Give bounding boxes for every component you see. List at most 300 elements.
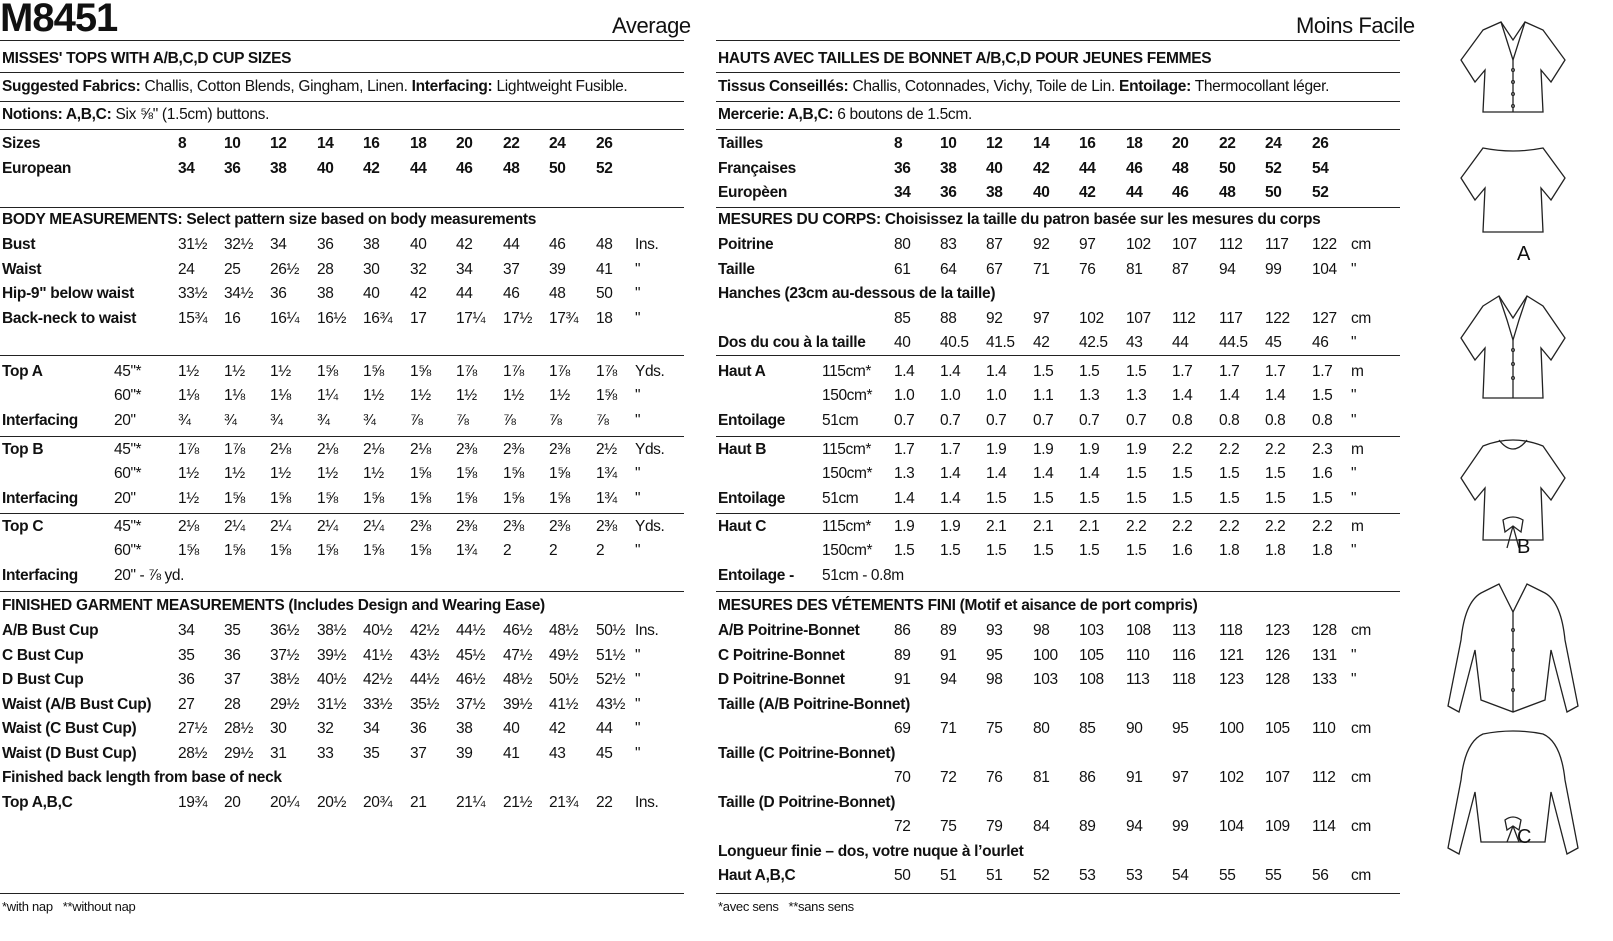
finished-measurements-header: MESURES DES VÉTEMENTS FINI (Motif et aisance de port compris) — [718, 597, 1198, 614]
body-row-value: 46 — [1312, 334, 1329, 352]
body-measurements-header: MESURES DU CORPS: Choisissez la taille du patron basée sur les mesures du corps — [718, 211, 1321, 228]
fabric-width: 51cm — [822, 411, 859, 429]
size-row-value: 10 — [224, 135, 241, 152]
yardage-value: 1.4 — [986, 465, 1007, 483]
body-row-value: 42.5 — [1079, 334, 1108, 352]
body-row-value: 97 — [1033, 309, 1050, 327]
rule — [716, 129, 1400, 130]
yardage-value: 1.9 — [1079, 441, 1100, 458]
fabric-label: Tissus Conseillés: — [718, 78, 849, 95]
fabric-width: 60"* — [114, 465, 142, 483]
body-row-value: 37 — [503, 260, 520, 278]
finished-row-value: 91 — [894, 671, 911, 688]
yardage-value: 2.2 — [1126, 518, 1147, 535]
yardage-value: 2⅛ — [317, 441, 338, 458]
fabric-label: Entoilage: — [1119, 78, 1191, 95]
finished-row-value: 70 — [894, 769, 911, 786]
yardage-value: 1.9 — [894, 518, 915, 535]
yardage-value: ¾ — [224, 411, 237, 429]
yardage-value: 1½ — [270, 465, 291, 483]
size-row-value: 44 — [1126, 184, 1143, 201]
finished-row-value: 28½ — [224, 720, 253, 737]
yardage-value: 1.4 — [1219, 387, 1240, 405]
fabric-width: 150cm* — [822, 387, 873, 405]
body-row-label: Taille — [718, 260, 755, 278]
body-row-value: 40.5 — [940, 334, 969, 352]
finished-row-unit: cm — [1351, 818, 1371, 835]
finished-row-label: A/B Poitrine-Bonnet — [718, 622, 860, 639]
size-row-value: 46 — [1172, 184, 1189, 201]
finished-row-value: 128 — [1265, 671, 1290, 688]
finished-row-value: 48½ — [503, 671, 532, 688]
body-row-value: 92 — [1033, 236, 1050, 253]
finished-row-value: 46½ — [503, 622, 532, 639]
body-row-unit: Ins. — [635, 236, 659, 253]
size-row-value: 24 — [1265, 135, 1282, 152]
yardage-unit: " — [1351, 542, 1357, 560]
yardage-value: 1⅛ — [224, 387, 245, 405]
body-row-value: 39 — [549, 260, 566, 278]
size-row-value: 34 — [178, 159, 195, 177]
body-row-value: 42 — [456, 236, 473, 253]
yardage-value: ¾ — [317, 411, 330, 429]
yardage-value: 1½ — [224, 363, 245, 380]
back-length-row-label: Haut A,B,C — [718, 867, 796, 884]
size-row-value: 12 — [986, 135, 1003, 152]
yardage-value: 1⅛ — [270, 387, 291, 405]
yardage-value: 1⅝ — [363, 363, 384, 380]
finished-row-value: 31 — [270, 744, 287, 762]
size-row-value: 20 — [456, 135, 473, 152]
size-row-value: 38 — [986, 184, 1003, 201]
finished-row-value: 102 — [1219, 769, 1244, 786]
back-length-row-value: 50 — [894, 867, 911, 884]
section-title: MISSES' TOPS WITH A/B,C,D CUP SIZES — [2, 50, 292, 67]
yardage-value: 1.5 — [1126, 489, 1147, 507]
pattern-number: M8451 — [0, 0, 118, 40]
yardage-value: 1.5 — [1126, 465, 1147, 483]
yardage-value: 1.3 — [1079, 387, 1100, 405]
body-row-value: 48 — [596, 236, 613, 253]
finished-row-value: 128 — [1312, 622, 1337, 639]
yardage-value: 2.2 — [1219, 518, 1240, 535]
suggested-fabrics-line — [718, 78, 1329, 96]
yardage-value: 1½ — [456, 387, 477, 405]
body-row-value: 45 — [1265, 334, 1282, 352]
body-row-value: 42 — [1033, 334, 1050, 352]
yardage-value: 1½ — [270, 363, 291, 380]
body-row-unit: " — [635, 309, 641, 327]
finished-row-value: 94 — [1126, 818, 1143, 835]
finished-row-unit: " — [635, 646, 641, 664]
body-measurements-header: BODY MEASUREMENTS: Select pattern size based on body measurements — [2, 211, 537, 228]
finished-row-value: 108 — [1079, 671, 1104, 688]
finished-row-value: 94 — [940, 671, 957, 688]
size-row-value: 16 — [363, 135, 380, 152]
yardage-value: 1⅝ — [549, 489, 570, 507]
body-row-value: 17¾ — [549, 309, 578, 327]
finished-row-label: A/B Bust Cup — [2, 622, 99, 639]
yardage-value: 1½ — [178, 363, 199, 380]
finished-row-value: 39 — [456, 744, 473, 762]
finished-row-unit: cm — [1351, 622, 1371, 639]
body-row-value: 122 — [1265, 309, 1290, 327]
finished-row-value: 86 — [1079, 769, 1096, 786]
fabric-text: Lightweight Fusible. — [496, 78, 628, 95]
yardage-value: 2.2 — [1265, 518, 1286, 535]
rule — [716, 436, 1400, 437]
yardage-value: 2¼ — [317, 518, 338, 535]
fabric-width: 45"* — [114, 441, 142, 458]
body-row-value: 102 — [1079, 309, 1104, 327]
back-length-row-value: 56 — [1312, 867, 1329, 884]
fabric-text: Challis, Cotton Blends, Gingham, Linen. — [144, 78, 408, 95]
finished-row-value: 72 — [894, 818, 911, 835]
yardage-label: Haut C — [718, 518, 767, 535]
body-row-value: 38 — [363, 236, 380, 253]
finished-row-value: 49½ — [549, 646, 578, 664]
finished-row-value: 40½ — [363, 622, 392, 639]
body-row-value: 25 — [224, 260, 241, 278]
finished-row-value: 85 — [1079, 720, 1096, 737]
finished-row-value: 30 — [270, 720, 287, 737]
size-row-label: Tailles — [718, 135, 763, 152]
yardage-value: ⅞ — [596, 411, 609, 429]
notions-label: Mercerie: A,B,C: — [718, 106, 834, 123]
size-row-value: 52 — [1312, 184, 1329, 201]
body-row-value: 42 — [410, 285, 427, 303]
finished-row-value: 75 — [940, 818, 957, 835]
view-a-caption: A — [1517, 243, 1531, 265]
difficulty-level-fr: Moins Facile — [1296, 13, 1415, 38]
body-row-unit: " — [1351, 260, 1357, 278]
yardage-value: 1.3 — [1126, 387, 1147, 405]
body-row-value: 36 — [317, 236, 334, 253]
yardage-value: ⅞ — [410, 411, 423, 429]
yardage-value: 1⅝ — [503, 489, 524, 507]
body-row-value: 50 — [596, 285, 613, 303]
body-row-label: Waist — [2, 260, 42, 278]
fabric-label: Interfacing: — [411, 78, 493, 95]
finished-row-value: 133 — [1312, 671, 1337, 688]
size-row-value: 36 — [894, 159, 911, 177]
body-row-value: 44 — [456, 285, 473, 303]
yardage-value: 0.7 — [1079, 411, 1100, 429]
body-row-value: 107 — [1172, 236, 1197, 253]
yardage-value: ⅞ — [549, 411, 562, 429]
body-row-value: 31½ — [178, 236, 207, 253]
body-row-value: 80 — [894, 236, 911, 253]
fabric-width: 20" - ⅞ yd. — [114, 566, 185, 584]
fabric-width: 150cm* — [822, 465, 873, 483]
body-row-unit: " — [635, 285, 641, 303]
body-row-value: 17½ — [503, 309, 532, 327]
size-row-label: Europèen — [718, 184, 788, 201]
body-row-value: 46 — [549, 236, 566, 253]
yardage-value: 2¼ — [270, 518, 291, 535]
yardage-value: 1.5 — [986, 542, 1007, 560]
finished-row-value: 50½ — [549, 671, 578, 688]
yardage-value: 2¼ — [224, 518, 245, 535]
view-a-front-drawing — [1461, 22, 1565, 112]
finished-row-value: 118 — [1172, 671, 1196, 688]
finished-row-value: 71 — [940, 720, 957, 737]
yardage-value: 2⅜ — [549, 518, 570, 535]
size-row-value: 8 — [894, 135, 903, 152]
finished-row-value: 75 — [986, 720, 1003, 737]
finished-row-value: 28½ — [178, 744, 207, 762]
suggested-fabrics-line — [2, 78, 627, 96]
finished-row-value: 41½ — [549, 695, 578, 713]
yardage-value: 1⅝ — [410, 363, 431, 380]
yardage-value: 0.7 — [1126, 411, 1147, 429]
size-row-label: Sizes — [2, 135, 41, 152]
yardage-value: 1.7 — [1219, 363, 1240, 380]
finished-row-value: 126 — [1265, 646, 1290, 664]
yardage-value: 1.3 — [894, 465, 915, 483]
finished-row-value: 42½ — [363, 671, 392, 688]
finished-row-value: 35 — [363, 744, 380, 762]
yardage-label: Interfacing — [2, 566, 78, 584]
body-row-value: 33½ — [178, 285, 207, 303]
size-row-value: 24 — [549, 135, 566, 152]
back-length-header: Finished back length from base of neck — [2, 769, 282, 786]
footnote: *avec sens **sans sens — [718, 899, 854, 914]
yardage-value: 1.9 — [1126, 441, 1147, 458]
back-length-row-unit: Ins. — [635, 793, 659, 811]
yardage-value: 1⅝ — [456, 465, 477, 483]
yardage-value: 2⅜ — [503, 441, 524, 458]
size-row-value: 34 — [894, 184, 911, 201]
finished-row-value: 72 — [940, 769, 957, 786]
body-row-value: 88 — [940, 309, 957, 327]
view-c-caption: C — [1517, 826, 1532, 848]
yardage-unit: Yds. — [635, 441, 665, 458]
back-length-row-value: 21 — [410, 793, 427, 811]
yardage-value: 0.7 — [894, 411, 915, 429]
body-row-value: 34½ — [224, 285, 253, 303]
yardage-value: 1½ — [363, 387, 384, 405]
yardage-value: 1⅝ — [224, 489, 245, 507]
rule — [716, 591, 1400, 592]
yardage-value: 2.1 — [1079, 518, 1100, 535]
finished-row-value: 34 — [178, 622, 195, 639]
finished-row-unit: " — [1351, 646, 1357, 664]
yardage-value: 1⅝ — [410, 542, 431, 560]
finished-row-value: 76 — [986, 769, 1003, 786]
fabric-width: 60"* — [114, 542, 142, 560]
finished-row-value: 40 — [503, 720, 520, 737]
yardage-value: 1⅝ — [270, 489, 291, 507]
body-row-value: 16 — [224, 309, 241, 327]
yardage-value: 2⅛ — [270, 441, 291, 458]
back-length-row-value: 55 — [1265, 867, 1282, 884]
finished-row-value: 38½ — [317, 622, 346, 639]
fabric-text: Challis, Cotonnades, Vichy, Toile de Lin. — [852, 78, 1116, 95]
size-row-value: 48 — [1172, 159, 1189, 177]
back-length-row-value: 22 — [596, 793, 613, 811]
view-b-front-drawing — [1461, 296, 1565, 398]
finished-row-value: 38½ — [270, 671, 299, 688]
yardage-value: 2.2 — [1312, 518, 1333, 535]
yardage-value: 1⅛ — [178, 387, 199, 405]
body-row-value: 15¾ — [178, 309, 207, 327]
size-row-value: 54 — [1312, 159, 1329, 177]
finished-row-value: 52½ — [596, 671, 625, 688]
finished-row-unit: Ins. — [635, 622, 659, 639]
yardage-label: Interfacing — [2, 489, 78, 507]
finished-row-value: 42 — [549, 720, 566, 737]
finished-row-value: 45½ — [456, 646, 485, 664]
finished-row-value: 89 — [1079, 818, 1096, 835]
body-row-value: 40 — [410, 236, 427, 253]
finished-row-value: 123 — [1219, 671, 1244, 688]
body-row-value: 64 — [940, 260, 957, 278]
finished-row-value: 39½ — [317, 646, 346, 664]
body-row-value: 32 — [410, 260, 427, 278]
finished-row-value: 29½ — [270, 695, 299, 713]
rule — [716, 72, 1400, 73]
yardage-value: 1.4 — [1079, 465, 1100, 483]
finished-row-value: 48½ — [549, 622, 578, 639]
yardage-value: 2½ — [596, 441, 617, 458]
notions-line — [718, 106, 972, 124]
body-row-value: 99 — [1265, 260, 1282, 278]
finished-row-value: 29½ — [224, 744, 253, 762]
yardage-value: 0.7 — [986, 411, 1007, 429]
body-row-value: 30 — [363, 260, 380, 278]
yardage-value: 1½ — [503, 387, 524, 405]
finished-row-value: 131 — [1312, 646, 1337, 664]
finished-row-value: 109 — [1265, 818, 1290, 835]
notions-text: Six ⅝" (1.5cm) buttons. — [115, 106, 270, 123]
size-row-value: 42 — [363, 159, 380, 177]
yardage-value: 1.0 — [986, 387, 1007, 405]
fabric-width: 51cm — [822, 489, 859, 507]
size-row-value: 40 — [317, 159, 334, 177]
yardage-value: 2.1 — [1033, 518, 1054, 535]
footnote: *with nap **without nap — [2, 899, 136, 914]
view-c-front-drawing — [1448, 584, 1578, 712]
finished-row-value: 43½ — [410, 646, 439, 664]
back-length-row-value: 20¼ — [270, 793, 299, 811]
yardage-value: 2.3 — [1312, 441, 1333, 458]
finished-row-value: 37½ — [456, 695, 485, 713]
yardage-value: 1⅞ — [224, 441, 245, 458]
fabric-width: 150cm* — [822, 542, 873, 560]
back-length-row-value: 21¾ — [549, 793, 578, 811]
body-row-value: 43 — [1126, 334, 1143, 352]
yardage-value: 2⅛ — [178, 518, 199, 535]
body-row-value: 85 — [894, 309, 911, 327]
body-row-label: Dos du cou à la taille — [718, 334, 866, 352]
finished-row-value: 98 — [986, 671, 1003, 688]
finished-row-unit: cm — [1351, 720, 1371, 737]
size-row-value: 26 — [1312, 135, 1329, 152]
size-row-value: 18 — [1126, 135, 1143, 152]
finished-row-value: 107 — [1265, 769, 1290, 786]
body-row-value: 48 — [549, 285, 566, 303]
rule — [716, 207, 1400, 208]
yardage-value: ⅞ — [456, 411, 469, 429]
finished-row-value: 50½ — [596, 622, 625, 639]
body-row-value: 94 — [1219, 260, 1236, 278]
yardage-label: Haut A — [718, 363, 766, 380]
finished-row-value: 79 — [986, 818, 1003, 835]
rule — [716, 513, 1400, 514]
size-row-value: 26 — [596, 135, 613, 152]
finished-row-value: 95 — [986, 646, 1003, 664]
yardage-value: 1⅝ — [456, 489, 477, 507]
size-row-value: 14 — [1033, 135, 1050, 152]
finished-row-label: Waist (D Bust Cup) — [2, 744, 137, 762]
yardage-value: 1¾ — [596, 489, 617, 507]
yardage-value: 1⅞ — [456, 363, 477, 380]
body-row-value: 26½ — [270, 260, 299, 278]
yardage-label: Top A — [2, 363, 43, 380]
size-row-value: 38 — [270, 159, 287, 177]
yardage-value: 1.5 — [1172, 489, 1193, 507]
yardage-value: 2⅜ — [596, 518, 617, 535]
fabric-width: 45"* — [114, 518, 142, 535]
finished-row-value: 44½ — [410, 671, 439, 688]
size-row-value: 38 — [940, 159, 957, 177]
size-row-value: 42 — [1033, 159, 1050, 177]
yardage-value: ¾ — [178, 411, 191, 429]
yardage-value: 2⅛ — [410, 441, 431, 458]
yardage-value: 1.6 — [1172, 542, 1193, 560]
rule — [0, 129, 684, 130]
yardage-value: 1½ — [178, 489, 199, 507]
yardage-value: 1.5 — [1172, 465, 1193, 483]
finished-row-label: D Poitrine-Bonnet — [718, 671, 845, 688]
back-length-row-value: 19¾ — [178, 793, 207, 811]
body-row-unit: cm — [1351, 309, 1371, 327]
size-row-value: 44 — [410, 159, 427, 177]
view-a-back-drawing — [1461, 148, 1565, 232]
yardage-unit: " — [635, 489, 641, 507]
yardage-value: 2⅛ — [363, 441, 384, 458]
yardage-unit: m — [1351, 518, 1364, 535]
finished-row-label: Taille (C Poitrine-Bonnet) — [718, 744, 896, 762]
back-length-row-value: 53 — [1079, 867, 1096, 884]
yardage-value: 1¼ — [317, 387, 338, 405]
yardage-value: 2⅜ — [456, 518, 477, 535]
body-row-value: 17 — [410, 309, 427, 327]
finished-row-value: 113 — [1126, 671, 1150, 688]
finished-row-value: 116 — [1172, 646, 1196, 664]
body-row-unit: cm — [1351, 236, 1371, 253]
finished-row-unit: " — [1351, 671, 1357, 688]
notions-label: Notions: A,B,C: — [2, 106, 112, 123]
back-length-row-value: 54 — [1172, 867, 1189, 884]
body-row-value: 127 — [1312, 309, 1337, 327]
size-row-label: European — [2, 159, 72, 177]
finished-row-value: 80 — [1033, 720, 1050, 737]
yardage-unit: " — [1351, 465, 1357, 483]
size-row-value: 10 — [940, 135, 957, 152]
yardage-value: 2.2 — [1172, 441, 1193, 458]
size-row-value: 52 — [1265, 159, 1282, 177]
finished-row-unit: cm — [1351, 769, 1371, 786]
finished-measurements-header: FINISHED GARMENT MEASUREMENTS (Includes Design and Wearing Ease) — [2, 597, 545, 614]
body-row-value: 117 — [1219, 309, 1243, 327]
finished-row-value: 51½ — [596, 646, 625, 664]
body-row-value: 40 — [363, 285, 380, 303]
yardage-value: 1½ — [178, 465, 199, 483]
finished-row-label: C Bust Cup — [2, 646, 84, 664]
finished-row-value: 91 — [940, 646, 957, 664]
